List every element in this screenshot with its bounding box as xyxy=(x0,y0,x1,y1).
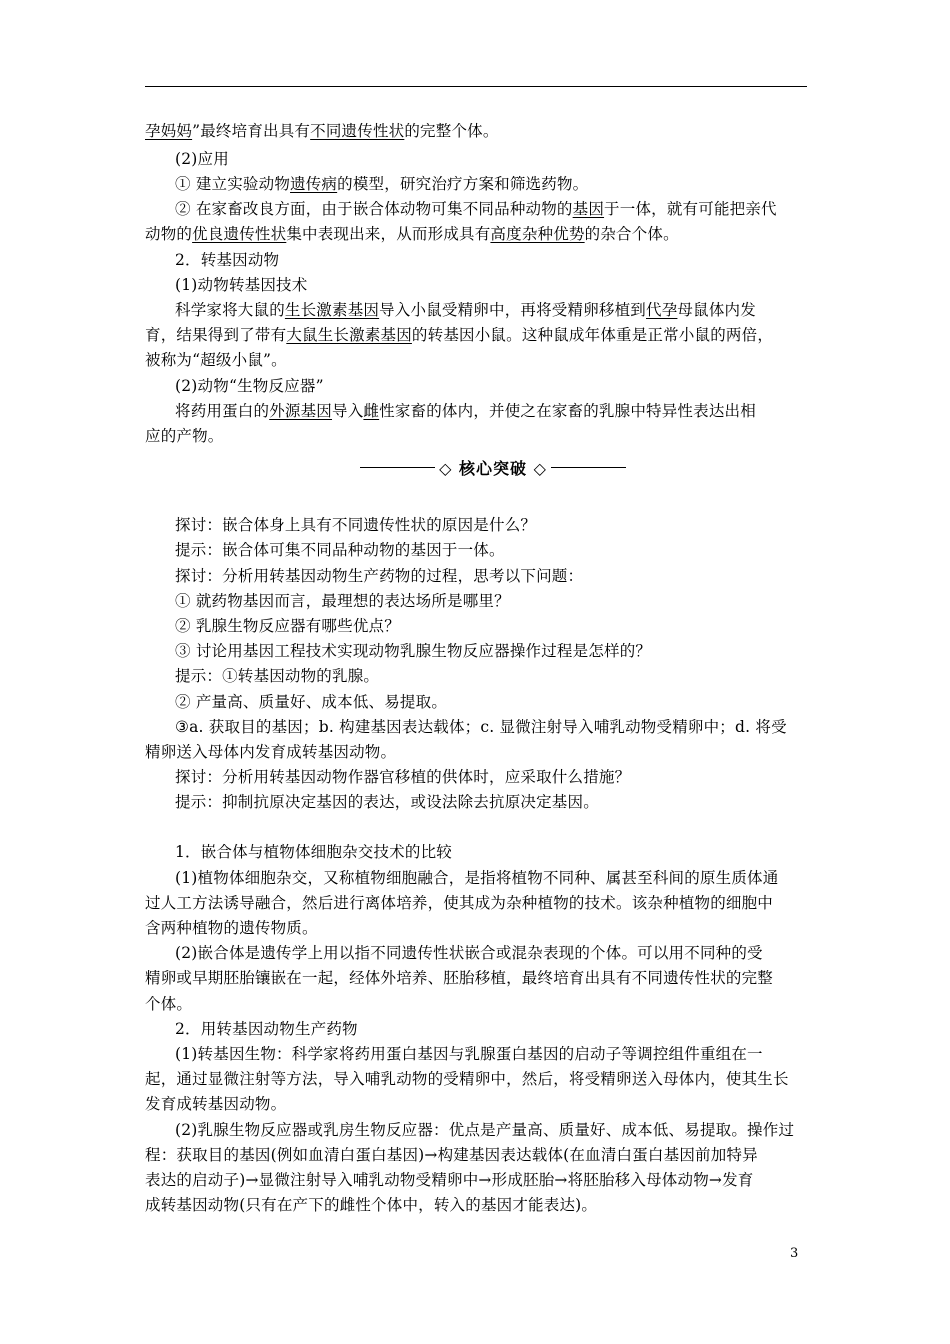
underlined-term: 遗传病 xyxy=(290,175,338,193)
text-run: 导入 xyxy=(332,402,364,420)
text-line xyxy=(175,515,807,537)
text-run: 育，结果得到了带有 xyxy=(145,326,287,344)
text-line xyxy=(175,1044,807,1066)
text-line xyxy=(145,350,807,372)
text-run: (2)应用 xyxy=(175,150,229,168)
heading-rule-right xyxy=(551,467,626,468)
text-run: 将药用蛋白的 xyxy=(175,402,270,420)
text-run: 导入小鼠受精卵中，再将受精卵移植到 xyxy=(379,301,647,319)
text-run: 被称为“超级小鼠”。 xyxy=(145,351,287,369)
text-run: 提示：①转基因动物的乳腺。 xyxy=(175,667,380,685)
text-run: (1)植物体细胞杂交，又称植物细胞融合，是指将植物不同种、属甚至科间的原生质体通 xyxy=(175,869,779,887)
underlined-term: 外源基因 xyxy=(269,402,333,420)
text-run: 探讨：嵌合体身上具有不同遗传性状的原因是什么？ xyxy=(175,516,537,534)
text-line xyxy=(175,792,807,814)
text-run: 精卵送入母体内发育成转基因动物。 xyxy=(145,743,397,761)
text-line xyxy=(175,591,807,613)
text-line xyxy=(175,641,807,663)
text-line xyxy=(175,1120,807,1142)
text-run: ② 乳腺生物反应器有哪些优点？ xyxy=(175,617,400,635)
text-run: 的模型，研究治疗方案和筛选药物。 xyxy=(337,175,589,193)
text-line xyxy=(175,250,807,272)
text-line xyxy=(145,968,807,990)
text-run: 1．嵌合体与植物体细胞杂交技术的比较 xyxy=(175,843,452,861)
underlined-term: 优良遗传性状 xyxy=(192,225,287,243)
text-line xyxy=(175,666,807,688)
underlined-term: 大鼠生长激素基因 xyxy=(286,326,412,344)
text-run: 个体。 xyxy=(145,995,193,1013)
text-run: 表达的启动子)→显微注射导入哺乳动物受精卵中→形成胚胎→将胚胎移入母体动物→发育 xyxy=(145,1171,754,1189)
text-run: 含两种植物的遗传物质。 xyxy=(145,919,318,937)
text-run: 性家畜的体内，并使之在家畜的乳腺中特异性表达出相 xyxy=(379,402,756,420)
text-line xyxy=(145,994,807,1016)
text-line xyxy=(145,918,807,940)
text-run: 程：获取目的基因(例如血清白蛋白基因)→构建基因表达载体(在血清白蛋白基因前加特异 xyxy=(145,1146,758,1164)
text-run: 集中表现出来，从而形成具有 xyxy=(286,225,491,243)
text-line xyxy=(175,199,807,221)
underlined-term: 高度杂种优势 xyxy=(490,225,585,243)
text-run: 应的产物。 xyxy=(145,427,224,445)
text-run: 发育成转基因动物。 xyxy=(145,1095,287,1113)
text-run: 成转基因动物(只有在产下的雌性个体中，转入的基因才能表达)。 xyxy=(145,1196,598,1214)
heading-rule-left xyxy=(360,467,435,468)
text-line xyxy=(145,1069,807,1091)
text-line xyxy=(175,376,807,398)
page-number: 3 xyxy=(790,1246,799,1261)
text-line xyxy=(175,767,807,789)
text-run: 提示：抑制抗原决定基因的表达，或设法除去抗原决定基因。 xyxy=(175,793,599,811)
text-line xyxy=(175,943,807,965)
text-run: 母鼠体内发 xyxy=(677,301,756,319)
text-line xyxy=(175,275,807,297)
text-line xyxy=(175,401,807,423)
text-run: 2．转基因动物 xyxy=(175,251,280,269)
text-run: 精卵或早期胚胎镶嵌在一起，经体外培养、胚胎移植，最终培育出具有不同遗传性状的完整 xyxy=(145,969,774,987)
text-run: 动物的 xyxy=(145,225,193,243)
text-line xyxy=(175,174,807,196)
text-run: ③a. 获取目的基因；b. 构建基因表达载体；c. 显微注射导入哺乳动物受精卵中；d. 将受 xyxy=(175,718,787,736)
underlined-term: 雌 xyxy=(363,402,380,420)
text-line xyxy=(175,842,807,864)
text-line xyxy=(145,1145,807,1167)
text-run: 过人工方法诱导融合，然后进行离体培养，使其成为杂种植物的技术。该杂种植物的细胞中 xyxy=(145,894,774,912)
text-line xyxy=(175,540,807,562)
text-run: ① 就药物基因而言，最理想的表达场所是哪里？ xyxy=(175,592,510,610)
text-run: 的完整个体。 xyxy=(404,122,499,140)
text-run: 提示：嵌合体可集不同品种动物的基因于一体。 xyxy=(175,541,505,559)
text-line xyxy=(145,426,807,448)
text-line xyxy=(145,121,807,143)
text-line xyxy=(175,566,807,588)
text-run: 科学家将大鼠的 xyxy=(175,301,285,319)
underlined-term: 基因 xyxy=(572,200,605,218)
section-heading-text: ◇ 核心突破 ◇ xyxy=(439,458,547,478)
text-line xyxy=(145,1170,807,1192)
underlined-term: 不同遗传性状 xyxy=(310,122,405,140)
text-run: (2)乳腺生物反应器或乳房生物反应器：优点是产量高、质量好、成本低、易提取。操作过 xyxy=(175,1121,795,1139)
text-run: (2)嵌合体是遗传学上用以指不同遗传性状嵌合或混杂表现的个体。可以用不同种的受 xyxy=(175,944,763,962)
text-run: 起，通过显微注射等方法，导入哺乳动物的受精卵中，然后，将受精卵送入母体内，使其生长 xyxy=(145,1070,789,1088)
text-line xyxy=(175,300,807,322)
text-line xyxy=(145,742,807,764)
header-rule xyxy=(145,86,807,87)
text-line xyxy=(175,868,807,890)
text-line xyxy=(175,717,807,739)
text-line xyxy=(175,692,807,714)
text-line xyxy=(145,893,807,915)
text-run: 探讨：分析用转基因动物生产药物的过程，思考以下问题： xyxy=(175,567,584,585)
text-run: ① 建立实验动物 xyxy=(175,175,291,193)
text-run: ③ 讨论用基因工程技术实现动物乳腺生物反应器操作过程是怎样的？ xyxy=(175,642,652,660)
text-run: 于一体，就有可能把亲代 xyxy=(604,200,777,218)
text-line xyxy=(145,224,807,246)
text-run: (1)转基因生物：科学家将药用蛋白基因与乳腺蛋白基因的启动子等调控组件重组在一 xyxy=(175,1045,763,1063)
text-run: 2．用转基因动物生产药物 xyxy=(175,1020,358,1038)
text-run: 的杂合个体。 xyxy=(584,225,679,243)
text-line xyxy=(145,1195,807,1217)
underlined-term: 孕妈妈 xyxy=(145,122,193,140)
underlined-term: 代孕 xyxy=(646,301,678,319)
text-run: (2)动物“生物反应器” xyxy=(175,377,324,395)
section-heading xyxy=(360,455,626,479)
text-line xyxy=(145,325,807,347)
text-run: 探讨：分析用转基因动物作器官移植的供体时，应采取什么措施？ xyxy=(175,768,631,786)
text-line xyxy=(175,149,807,171)
text-run: 的转基因小鼠。这种鼠成年体重是正常小鼠的两倍， xyxy=(411,326,774,344)
text-run: ② 产量高、质量好、成本低、易提取。 xyxy=(175,693,448,711)
text-line xyxy=(145,1094,807,1116)
text-line xyxy=(175,616,807,638)
text-line xyxy=(175,1019,807,1041)
text-run: (1)动物转基因技术 xyxy=(175,276,308,294)
text-run: ② 在家畜改良方面，由于嵌合体动物可集不同品种动物的 xyxy=(175,200,573,218)
underlined-term: 生长激素基因 xyxy=(284,301,380,319)
text-run: ”最终培育出具有 xyxy=(192,122,311,140)
